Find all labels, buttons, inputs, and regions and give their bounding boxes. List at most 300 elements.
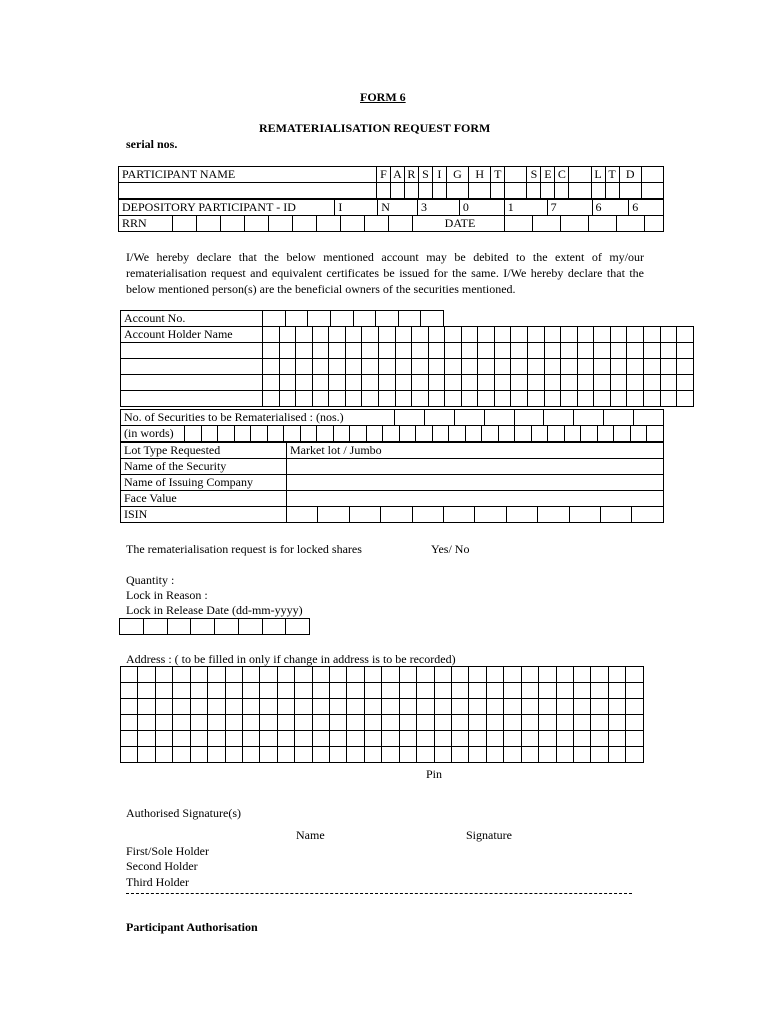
- words-cell[interactable]: [284, 426, 301, 442]
- holder-name-cell[interactable]: [329, 391, 346, 407]
- holder-name-cell[interactable]: [478, 375, 495, 391]
- holder-name-cell[interactable]: [378, 391, 395, 407]
- address-cell[interactable]: [556, 715, 573, 731]
- address-cell[interactable]: [573, 667, 590, 683]
- address-cell[interactable]: [190, 699, 207, 715]
- address-cell[interactable]: [486, 715, 503, 731]
- isin-cell[interactable]: [538, 507, 569, 523]
- address-cell[interactable]: [173, 699, 190, 715]
- holder-name-cell[interactable]: [544, 375, 561, 391]
- blank-cell[interactable]: [491, 183, 505, 199]
- rrn-cell[interactable]: [317, 216, 341, 231]
- address-cell[interactable]: [417, 747, 434, 763]
- address-cell[interactable]: [504, 683, 521, 699]
- holder-name-cell[interactable]: [594, 327, 611, 343]
- blank-cell[interactable]: [619, 183, 641, 199]
- face-value-field[interactable]: [287, 491, 664, 507]
- address-cell[interactable]: [521, 731, 538, 747]
- address-cell[interactable]: [173, 667, 190, 683]
- holder-name-cell[interactable]: [263, 327, 280, 343]
- address-cell[interactable]: [260, 683, 277, 699]
- address-cell[interactable]: [121, 715, 138, 731]
- name-letter[interactable]: F: [376, 167, 390, 183]
- date-digit-cell[interactable]: [262, 619, 286, 635]
- holder-name-cell[interactable]: [494, 359, 511, 375]
- holder-name-cell[interactable]: [544, 391, 561, 407]
- holder-name-cell[interactable]: [428, 327, 445, 343]
- holder-name-cell[interactable]: [362, 391, 379, 407]
- address-cell[interactable]: [521, 715, 538, 731]
- isin-cell[interactable]: [506, 507, 537, 523]
- address-cell[interactable]: [382, 699, 399, 715]
- holder-name-cell[interactable]: [577, 327, 594, 343]
- address-cell[interactable]: [155, 683, 172, 699]
- count-cell[interactable]: [454, 410, 484, 426]
- address-cell[interactable]: [573, 747, 590, 763]
- isin-cell[interactable]: [349, 507, 380, 523]
- address-cell[interactable]: [347, 667, 364, 683]
- holder-name-cell[interactable]: [345, 359, 362, 375]
- address-cell[interactable]: [208, 699, 225, 715]
- date-cell[interactable]: [645, 216, 664, 231]
- blank-cell[interactable]: [376, 183, 390, 199]
- holder-name-cell[interactable]: [660, 375, 677, 391]
- address-cell[interactable]: [330, 731, 347, 747]
- holder-name-cell[interactable]: [312, 343, 329, 359]
- name-letter[interactable]: [569, 167, 591, 183]
- holder-name-cell[interactable]: [263, 343, 280, 359]
- holder-name-cell[interactable]: [677, 391, 694, 407]
- holder-name-cell[interactable]: [577, 359, 594, 375]
- address-cell[interactable]: [208, 715, 225, 731]
- address-cell[interactable]: [295, 699, 312, 715]
- count-cell[interactable]: [574, 410, 604, 426]
- address-cell[interactable]: [242, 667, 259, 683]
- address-cell[interactable]: [626, 715, 644, 731]
- holder-name-cell[interactable]: [660, 391, 677, 407]
- name-letter[interactable]: G: [446, 167, 468, 183]
- account-no-cell[interactable]: [330, 311, 353, 327]
- address-cell[interactable]: [208, 731, 225, 747]
- name-letter[interactable]: S: [418, 167, 432, 183]
- holder-name-cell[interactable]: [378, 359, 395, 375]
- address-cell[interactable]: [434, 683, 451, 699]
- rrn-cell[interactable]: [293, 216, 317, 231]
- address-cell[interactable]: [155, 715, 172, 731]
- holder-name-cell[interactable]: [362, 343, 379, 359]
- address-cell[interactable]: [330, 747, 347, 763]
- holder-name-cell[interactable]: [528, 391, 545, 407]
- holder-name-cell[interactable]: [627, 327, 644, 343]
- words-cell[interactable]: [432, 426, 449, 442]
- address-cell[interactable]: [312, 731, 329, 747]
- name-letter[interactable]: I: [432, 167, 446, 183]
- address-cell[interactable]: [225, 747, 242, 763]
- holder-name-cell[interactable]: [279, 375, 296, 391]
- holder-name-cell[interactable]: [677, 327, 694, 343]
- address-cell[interactable]: [364, 683, 381, 699]
- address-cell[interactable]: [469, 683, 486, 699]
- holder-name-cell[interactable]: [544, 327, 561, 343]
- words-cell[interactable]: [465, 426, 482, 442]
- address-cell[interactable]: [399, 747, 416, 763]
- address-cell[interactable]: [504, 731, 521, 747]
- holder-name-cell[interactable]: [494, 327, 511, 343]
- rrn-cell[interactable]: [245, 216, 269, 231]
- holder-name-cell[interactable]: [345, 375, 362, 391]
- holder-name-cell[interactable]: [329, 375, 346, 391]
- holder-name-cell[interactable]: [461, 343, 478, 359]
- address-cell[interactable]: [608, 731, 625, 747]
- holder-name-cell[interactable]: [511, 343, 528, 359]
- isin-cell[interactable]: [381, 507, 412, 523]
- words-cell[interactable]: [597, 426, 614, 442]
- blank-cell[interactable]: [390, 183, 404, 199]
- address-cell[interactable]: [364, 699, 381, 715]
- holder-name-cell[interactable]: [279, 327, 296, 343]
- holder-name-cell[interactable]: [594, 375, 611, 391]
- holder-name-cell[interactable]: [643, 391, 660, 407]
- address-cell[interactable]: [521, 747, 538, 763]
- account-no-cell[interactable]: [421, 311, 444, 327]
- holder-name-cell[interactable]: [528, 327, 545, 343]
- holder-name-cell[interactable]: [395, 391, 412, 407]
- address-cell[interactable]: [382, 747, 399, 763]
- holder-name-cell[interactable]: [428, 359, 445, 375]
- holder-name-cell[interactable]: [279, 359, 296, 375]
- holder-name-cell[interactable]: [428, 343, 445, 359]
- holder-name-cell[interactable]: [610, 391, 627, 407]
- holder-name-cell[interactable]: [345, 327, 362, 343]
- date-digit-cell[interactable]: [286, 619, 310, 635]
- address-cell[interactable]: [469, 715, 486, 731]
- address-cell[interactable]: [399, 683, 416, 699]
- name-letter[interactable]: H: [469, 167, 491, 183]
- address-cell[interactable]: [364, 731, 381, 747]
- address-cell[interactable]: [417, 731, 434, 747]
- address-cell[interactable]: [260, 715, 277, 731]
- words-cell[interactable]: [383, 426, 400, 442]
- name-letter[interactable]: [641, 167, 663, 183]
- address-cell[interactable]: [121, 667, 138, 683]
- name-letter[interactable]: A: [390, 167, 404, 183]
- account-no-cell[interactable]: [376, 311, 399, 327]
- account-no-cell[interactable]: [353, 311, 376, 327]
- blank-cell[interactable]: [469, 183, 491, 199]
- dp-id-char[interactable]: 7: [547, 200, 592, 216]
- address-cell[interactable]: [539, 715, 556, 731]
- address-cell[interactable]: [626, 667, 644, 683]
- address-cell[interactable]: [608, 715, 625, 731]
- holder-name-cell[interactable]: [329, 343, 346, 359]
- dp-id-char[interactable]: 0: [459, 200, 504, 216]
- address-cell[interactable]: [608, 699, 625, 715]
- holder-name-cell[interactable]: [312, 327, 329, 343]
- name-letter[interactable]: C: [555, 167, 569, 183]
- address-cell[interactable]: [434, 747, 451, 763]
- date-cell[interactable]: [617, 216, 645, 231]
- address-cell[interactable]: [277, 731, 294, 747]
- holder-name-cell[interactable]: [643, 359, 660, 375]
- address-cell[interactable]: [347, 699, 364, 715]
- count-cell[interactable]: [604, 410, 634, 426]
- address-cell[interactable]: [173, 683, 190, 699]
- address-cell[interactable]: [399, 731, 416, 747]
- address-cell[interactable]: [452, 715, 469, 731]
- address-cell[interactable]: [626, 731, 644, 747]
- holder-name-cell[interactable]: [428, 391, 445, 407]
- address-cell[interactable]: [347, 715, 364, 731]
- rrn-cell[interactable]: [389, 216, 413, 231]
- words-cell[interactable]: [647, 426, 664, 442]
- date-digit-cell[interactable]: [167, 619, 191, 635]
- address-cell[interactable]: [312, 667, 329, 683]
- holder-name-cell[interactable]: [412, 391, 429, 407]
- holder-name-cell[interactable]: [627, 343, 644, 359]
- address-cell[interactable]: [242, 699, 259, 715]
- isin-cell[interactable]: [318, 507, 349, 523]
- address-cell[interactable]: [486, 731, 503, 747]
- blank-cell[interactable]: [505, 183, 527, 199]
- address-cell[interactable]: [330, 683, 347, 699]
- dp-id-char[interactable]: N: [378, 200, 418, 216]
- holder-name-cell[interactable]: [677, 343, 694, 359]
- blank-cell[interactable]: [591, 183, 605, 199]
- holder-name-cell[interactable]: [296, 375, 313, 391]
- words-cell[interactable]: [482, 426, 499, 442]
- dp-id-char[interactable]: 3: [418, 200, 460, 216]
- count-cell[interactable]: [634, 410, 664, 426]
- holder-name-cell[interactable]: [296, 327, 313, 343]
- address-cell[interactable]: [608, 747, 625, 763]
- count-cell[interactable]: [484, 410, 514, 426]
- holder-name-cell[interactable]: [511, 327, 528, 343]
- holder-name-cell[interactable]: [345, 343, 362, 359]
- holder-name-cell[interactable]: [561, 375, 578, 391]
- holder-name-cell[interactable]: [494, 343, 511, 359]
- name-letter[interactable]: S: [527, 167, 541, 183]
- blank-cell[interactable]: [641, 183, 663, 199]
- address-cell[interactable]: [312, 747, 329, 763]
- holder-name-cell[interactable]: [445, 327, 462, 343]
- address-cell[interactable]: [417, 667, 434, 683]
- name-letter[interactable]: L: [591, 167, 605, 183]
- holder-name-cell[interactable]: [461, 359, 478, 375]
- date-digit-cell[interactable]: [120, 619, 144, 635]
- words-cell[interactable]: [449, 426, 466, 442]
- holder-name-cell[interactable]: [528, 343, 545, 359]
- holder-name-cell[interactable]: [561, 327, 578, 343]
- count-cell[interactable]: [514, 410, 544, 426]
- address-cell[interactable]: [521, 667, 538, 683]
- holder-name-cell[interactable]: [610, 343, 627, 359]
- address-cell[interactable]: [242, 715, 259, 731]
- address-cell[interactable]: [591, 715, 608, 731]
- name-letter[interactable]: R: [404, 167, 418, 183]
- holder-name-cell[interactable]: [494, 391, 511, 407]
- isin-cell[interactable]: [632, 507, 664, 523]
- rrn-cell[interactable]: [269, 216, 293, 231]
- address-cell[interactable]: [138, 715, 155, 731]
- holder-name-cell[interactable]: [528, 359, 545, 375]
- issuer-field[interactable]: [287, 475, 664, 491]
- words-cell[interactable]: [531, 426, 548, 442]
- holder-name-cell[interactable]: [494, 375, 511, 391]
- address-cell[interactable]: [173, 747, 190, 763]
- name-letter[interactable]: [505, 167, 527, 183]
- count-cell[interactable]: [544, 410, 574, 426]
- holder-name-cell[interactable]: [279, 391, 296, 407]
- address-cell[interactable]: [173, 715, 190, 731]
- holder-name-cell[interactable]: [577, 391, 594, 407]
- address-cell[interactable]: [452, 731, 469, 747]
- words-cell[interactable]: [350, 426, 367, 442]
- address-cell[interactable]: [225, 683, 242, 699]
- rrn-cell[interactable]: [341, 216, 365, 231]
- address-cell[interactable]: [591, 683, 608, 699]
- address-cell[interactable]: [573, 699, 590, 715]
- address-cell[interactable]: [626, 699, 644, 715]
- holder-name-cell[interactable]: [627, 375, 644, 391]
- holder-name-cell[interactable]: [511, 391, 528, 407]
- holder-name-cell[interactable]: [461, 391, 478, 407]
- account-no-cell[interactable]: [398, 311, 421, 327]
- holder-name-cell[interactable]: [677, 359, 694, 375]
- holder-name-cell[interactable]: [478, 343, 495, 359]
- words-cell[interactable]: [581, 426, 598, 442]
- address-cell[interactable]: [573, 715, 590, 731]
- holder-name-cell[interactable]: [594, 359, 611, 375]
- address-cell[interactable]: [452, 667, 469, 683]
- holder-name-cell[interactable]: [412, 375, 429, 391]
- date-cell[interactable]: [561, 216, 589, 231]
- words-cell[interactable]: [201, 426, 218, 442]
- address-cell[interactable]: [208, 667, 225, 683]
- holder-name-cell[interactable]: [362, 359, 379, 375]
- address-cell[interactable]: [155, 747, 172, 763]
- address-cell[interactable]: [138, 667, 155, 683]
- date-digit-cell[interactable]: [143, 619, 167, 635]
- address-cell[interactable]: [591, 747, 608, 763]
- words-cell[interactable]: [366, 426, 383, 442]
- address-cell[interactable]: [556, 683, 573, 699]
- isin-cell[interactable]: [287, 507, 318, 523]
- holder-name-cell[interactable]: [378, 375, 395, 391]
- address-cell[interactable]: [347, 731, 364, 747]
- holder-name-cell[interactable]: [643, 375, 660, 391]
- address-cell[interactable]: [295, 715, 312, 731]
- name-letter[interactable]: T: [491, 167, 505, 183]
- address-cell[interactable]: [539, 667, 556, 683]
- holder-name-cell[interactable]: [461, 375, 478, 391]
- address-cell[interactable]: [452, 747, 469, 763]
- address-cell[interactable]: [295, 747, 312, 763]
- isin-cell[interactable]: [569, 507, 600, 523]
- words-cell[interactable]: [300, 426, 317, 442]
- name-letter[interactable]: D: [619, 167, 641, 183]
- words-cell[interactable]: [548, 426, 565, 442]
- holder-name-cell[interactable]: [345, 391, 362, 407]
- address-cell[interactable]: [452, 699, 469, 715]
- blank-cell[interactable]: [555, 183, 569, 199]
- address-cell[interactable]: [626, 747, 644, 763]
- words-cell[interactable]: [317, 426, 334, 442]
- address-cell[interactable]: [452, 683, 469, 699]
- blank-cell[interactable]: [569, 183, 591, 199]
- address-cell[interactable]: [434, 715, 451, 731]
- holder-name-cell[interactable]: [445, 343, 462, 359]
- address-cell[interactable]: [382, 683, 399, 699]
- words-cell[interactable]: [251, 426, 268, 442]
- date-digit-cell[interactable]: [215, 619, 239, 635]
- words-cell[interactable]: [234, 426, 251, 442]
- holder-name-cell[interactable]: [329, 359, 346, 375]
- holder-name-cell[interactable]: [511, 375, 528, 391]
- address-cell[interactable]: [556, 747, 573, 763]
- address-cell[interactable]: [626, 683, 644, 699]
- address-cell[interactable]: [591, 699, 608, 715]
- holder-name-cell[interactable]: [395, 359, 412, 375]
- address-cell[interactable]: [155, 699, 172, 715]
- address-cell[interactable]: [190, 731, 207, 747]
- address-cell[interactable]: [539, 683, 556, 699]
- holder-name-cell[interactable]: [279, 343, 296, 359]
- address-cell[interactable]: [486, 699, 503, 715]
- locked-options[interactable]: Yes/ No: [431, 542, 470, 556]
- words-cell[interactable]: [333, 426, 350, 442]
- address-cell[interactable]: [504, 667, 521, 683]
- address-cell[interactable]: [330, 667, 347, 683]
- address-cell[interactable]: [138, 699, 155, 715]
- words-cell[interactable]: [614, 426, 631, 442]
- holder-name-cell[interactable]: [296, 343, 313, 359]
- isin-cell[interactable]: [444, 507, 475, 523]
- words-cell[interactable]: [498, 426, 515, 442]
- address-cell[interactable]: [382, 731, 399, 747]
- address-cell[interactable]: [417, 699, 434, 715]
- holder-name-cell[interactable]: [312, 359, 329, 375]
- address-cell[interactable]: [225, 731, 242, 747]
- holder-name-cell[interactable]: [627, 391, 644, 407]
- holder-name-cell[interactable]: [362, 375, 379, 391]
- address-cell[interactable]: [138, 747, 155, 763]
- address-cell[interactable]: [382, 667, 399, 683]
- holder-name-cell[interactable]: [312, 375, 329, 391]
- words-cell[interactable]: [564, 426, 581, 442]
- address-cell[interactable]: [434, 667, 451, 683]
- count-cell[interactable]: [395, 410, 425, 426]
- holder-name-cell[interactable]: [461, 327, 478, 343]
- holder-name-cell[interactable]: [263, 359, 280, 375]
- address-cell[interactable]: [347, 747, 364, 763]
- address-cell[interactable]: [469, 667, 486, 683]
- address-cell[interactable]: [539, 731, 556, 747]
- holder-name-cell[interactable]: [263, 391, 280, 407]
- holder-name-cell[interactable]: [329, 327, 346, 343]
- holder-name-cell[interactable]: [478, 327, 495, 343]
- holder-name-cell[interactable]: [677, 375, 694, 391]
- account-no-cell[interactable]: [263, 311, 286, 327]
- rrn-cell[interactable]: [221, 216, 245, 231]
- holder-name-cell[interactable]: [610, 359, 627, 375]
- address-cell[interactable]: [417, 715, 434, 731]
- rrn-cell[interactable]: [365, 216, 389, 231]
- name-letter[interactable]: E: [541, 167, 555, 183]
- address-cell[interactable]: [504, 715, 521, 731]
- address-cell[interactable]: [312, 699, 329, 715]
- address-cell[interactable]: [208, 683, 225, 699]
- holder-name-cell[interactable]: [296, 359, 313, 375]
